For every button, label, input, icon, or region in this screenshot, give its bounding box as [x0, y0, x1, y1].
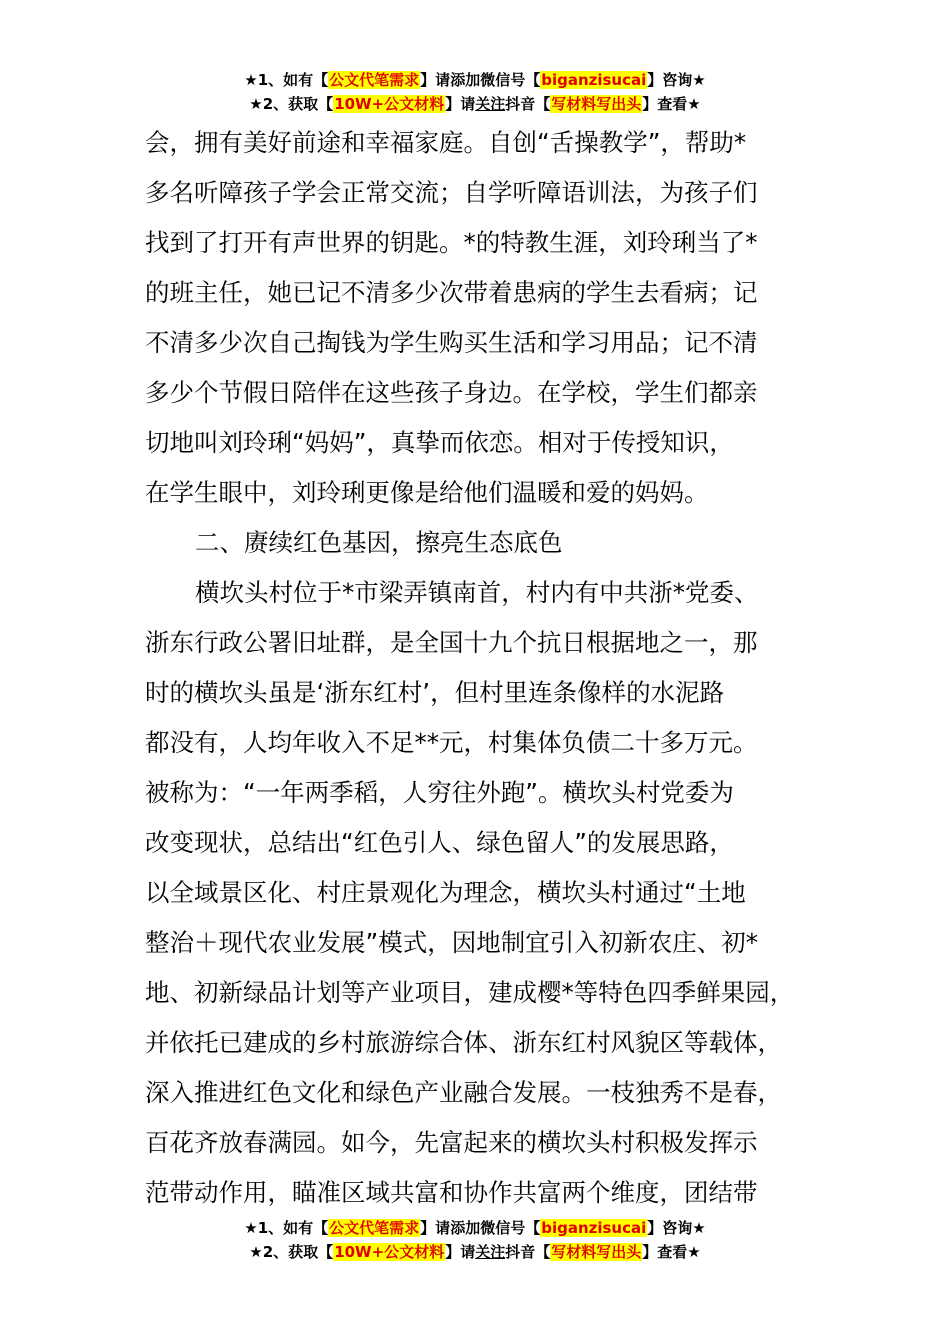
- banner-text: 】请: [420, 71, 451, 89]
- document-body: [145, 118, 817, 1218]
- banner-text: ★2、获取【: [249, 95, 334, 113]
- body-line: 浙东行政公署旧址群，是全国十九个抗日根据地之一，那: [145, 628, 758, 657]
- body-line: 找到了打开有声世界的钥匙。*的特教生涯，刘玲琍当了*: [145, 228, 758, 257]
- body-line: 被称为：“一年两季稻，人穷往外跑”。横坎头村党委为: [145, 778, 734, 807]
- body-line: 并依托已建成的乡村旅游综合体、浙东红村风貌区等载体，: [145, 1028, 782, 1057]
- banner-text: 】查看★: [642, 1243, 701, 1261]
- body-line: 地、初新绿品计划等产业项目，建成樱*等特色四季鲜果园，: [145, 978, 795, 1007]
- banner-text: 】请: [445, 95, 476, 113]
- body-line: 时的横坎头虽是‘浙东红村’，但村里连条像样的水泥路: [145, 678, 725, 707]
- footer-banner-line-1: [0, 1216, 950, 1240]
- banner-text: ★1、如有【: [244, 1219, 329, 1237]
- body-line: 多少个节假日陪伴在这些孩子身边。在学校，学生们都亲: [145, 378, 758, 407]
- body-line: 横坎头村位于*市梁弄镇南首，村内有中共浙*党委、: [195, 578, 759, 607]
- banner-text: 微信号【: [480, 1219, 541, 1237]
- body-line: 都没有，人均年收入不足**元，村集体负债二十多万元。: [145, 728, 758, 757]
- banner-text: 】咨询★: [647, 1219, 706, 1237]
- highlight-douyin-account: 写材料写出头: [551, 95, 642, 113]
- body-line: 的班主任，她已记不清多少次带着患病的学生去看病；记: [145, 278, 758, 307]
- highlight-materials: 10W+公文材料: [334, 1243, 445, 1261]
- body-line: 百花齐放春满园。如今，先富起来的横坎头村积极发挥示: [145, 1128, 758, 1157]
- banner-text-emphasis: 添加: [450, 71, 481, 89]
- highlight-service: 公文代笔需求: [329, 1219, 420, 1237]
- section-heading: 二、赓续红色基因，擦亮生态底色: [195, 528, 563, 557]
- header-banner-line-2: [0, 92, 950, 116]
- body-line: 改变现状，总结出“红色引人、绿色留人”的发展思路，: [145, 828, 734, 857]
- banner-text: 】请: [420, 1219, 451, 1237]
- banner-text: 】请: [445, 1243, 476, 1261]
- highlight-wechat-id: biganzisucai: [541, 1219, 647, 1237]
- banner-text: ★1、如有【: [244, 71, 329, 89]
- highlight-service: 公文代笔需求: [329, 71, 420, 89]
- body-line: 多名听障孩子学会正常交流；自学听障语训法，为孩子们: [145, 178, 758, 207]
- body-line: 切地叫刘玲琍“妈妈”，真挚而依恋。相对于传授知识，: [145, 428, 734, 457]
- banner-text-emphasis: 关注: [475, 1243, 506, 1261]
- body-line: 不清多少次自己掏钱为学生购买生活和学习用品；记不清: [145, 328, 758, 357]
- body-line: 以全域景区化、村庄景观化为理念，横坎头村通过“土地: [145, 878, 746, 907]
- highlight-materials: 10W+公文材料: [334, 95, 445, 113]
- banner-text: 微信号【: [480, 71, 541, 89]
- footer-banner-line-2: [0, 1240, 950, 1264]
- banner-text: 】查看★: [642, 95, 701, 113]
- banner-text: ★2、获取【: [249, 1243, 334, 1261]
- body-line: 深入推进红色文化和绿色产业融合发展。一枝独秀不是春，: [145, 1078, 782, 1107]
- banner-text: 抖音【: [505, 1243, 551, 1261]
- banner-text: 】咨询★: [647, 71, 706, 89]
- body-line: 在学生眼中，刘玲琍更像是给他们温暖和爱的妈妈。: [145, 478, 709, 507]
- banner-text-emphasis: 添加: [450, 1219, 481, 1237]
- banner-text-emphasis: 关注: [475, 95, 506, 113]
- header-banner-line-1: [0, 68, 950, 92]
- body-line: 范带动作用，瞄准区域共富和协作共富两个维度，团结带: [145, 1178, 758, 1207]
- body-line: 整治＋现代农业发展”模式，因地制宜引入初新农庄、初*: [145, 928, 758, 957]
- header-banner: [0, 68, 950, 116]
- highlight-wechat-id: biganzisucai: [541, 71, 647, 89]
- banner-text: 抖音【: [505, 95, 551, 113]
- highlight-douyin-account: 写材料写出头: [551, 1243, 642, 1261]
- footer-banner: [0, 1216, 950, 1264]
- body-line: 会，拥有美好前途和幸福家庭。自创“舌操教学”，帮助*: [145, 128, 747, 157]
